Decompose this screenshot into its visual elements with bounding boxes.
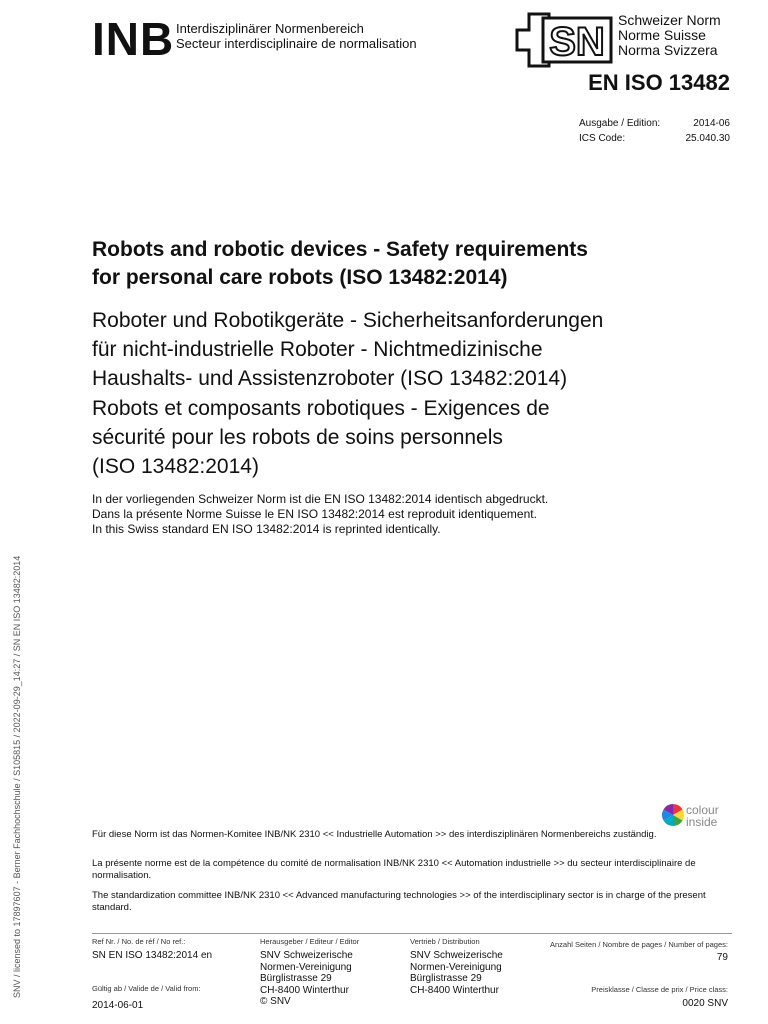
valid-value: 2014-06-01 xyxy=(92,1000,144,1011)
ref-label: Ref Nr. / No. de réf / No ref.: xyxy=(92,937,186,946)
title-french xyxy=(92,394,732,481)
identical-notice xyxy=(92,492,732,537)
publisher-line: Normen-Vereinigung xyxy=(260,961,352,973)
distribution-line: SNV Schweizerische xyxy=(410,950,503,961)
footer-divider xyxy=(92,933,732,934)
sn-name-de: Schweizer Norm xyxy=(618,12,721,28)
inb-logo: INB xyxy=(92,13,175,65)
distribution-line: Normen-Vereinigung xyxy=(410,961,502,973)
sn-name-it: Norma Svizzera xyxy=(618,42,718,58)
title-en-line: for personal care robots (ISO 13482:2014) xyxy=(92,266,508,289)
ics-label: ICS Code: xyxy=(579,133,626,144)
title-fr-line: Robots et composants robotiques - Exigences de xyxy=(92,397,550,420)
distribution-line: CH-8400 Winterthur xyxy=(410,984,499,996)
pages-value: 79 xyxy=(716,952,728,963)
sn-names xyxy=(618,13,721,58)
publisher-label: Herausgeber / Editeur / Editor xyxy=(260,937,360,946)
identical-notice-de: In der vorliegenden Schweizer Norm ist die EN ISO 13482:2014 identisch abgedruckt. xyxy=(92,492,549,506)
license-side-text: SNV / licensed to 17897607 - Berner Fachhochschule / S105815 / 2022-09-29_14:27 / SN EN ISO 13482:2014 xyxy=(12,555,22,998)
title-de-line: Haushalts- und Assistenzroboter (ISO 13482:2014) xyxy=(92,367,568,390)
title-english xyxy=(92,236,732,292)
distribution-address xyxy=(410,950,503,996)
sn-logo xyxy=(515,12,613,68)
inb-subtitle xyxy=(176,21,417,51)
publisher-line: SNV Schweizerische xyxy=(260,950,353,961)
inb-subtitle-de: Interdisziplinärer Normenbereich xyxy=(176,21,364,36)
identical-notice-en: In this Swiss standard EN ISO 13482:2014 is reprinted identically. xyxy=(92,522,441,536)
ics-value: 25.040.30 xyxy=(685,133,730,144)
identical-notice-fr: Dans la présente Norme Suisse le EN ISO 13482:2014 est reproduit identiquement. xyxy=(92,507,537,521)
title-german xyxy=(92,306,732,393)
committee-en: The standardization committee INB/NK 2310 << Advanced manufacturing technologies >> of the interdisciplinary sector is in charge of the present standard. xyxy=(92,890,706,913)
sn-logo-text: SN xyxy=(549,20,605,64)
edition-value: 2014-06 xyxy=(693,118,730,129)
title-en-line: Robots and robotic devices - Safety requirements xyxy=(92,238,588,261)
distribution-line: Bürglistrasse 29 xyxy=(410,973,482,984)
colour-logo-line: colour xyxy=(686,803,719,817)
publisher-address xyxy=(260,950,353,1008)
pages-label: Anzahl Seiten / Nombre de pages / Number of pages: xyxy=(549,940,728,949)
ref-value: SN EN ISO 13482:2014 en xyxy=(92,950,213,961)
publisher-line: © SNV xyxy=(260,996,291,1007)
inb-subtitle-fr: Secteur interdisciplinaire de normalisation xyxy=(176,36,417,51)
committee-de: Für diese Norm ist das Normen-Komitee INB/NK 2310 << Industrielle Automation >> des interdisziplinären Normenbereichs zuständig. xyxy=(92,829,657,840)
title-fr-line: sécurité pour les robots de soins personnels xyxy=(92,426,503,449)
colour-logo-line: inside xyxy=(686,815,718,829)
title-fr-line: (ISO 13482:2014) xyxy=(92,455,259,478)
publisher-line: CH-8400 Winterthur xyxy=(260,984,349,996)
edition-label: Ausgabe / Edition: xyxy=(579,118,661,129)
colour-inside-logo xyxy=(686,804,719,828)
title-de-line: für nicht-industrielle Roboter - Nichtmedizinische xyxy=(92,338,543,361)
colour-wheel-icon xyxy=(660,802,686,828)
valid-label: Gültig ab / Valide de / Valid from: xyxy=(92,984,201,993)
distribution-label: Vertrieb / Distribution xyxy=(410,937,480,946)
title-de-line: Roboter und Robotikgeräte - Sicherheitsanforderungen xyxy=(92,309,604,332)
committee-fr: La présente norme est de la compétence du comité de normalisation INB/NK 2310 << Automation industrielle >> du secteur interdisciplinaire de normalisation. xyxy=(92,858,696,881)
sn-name-fr: Norme Suisse xyxy=(618,27,706,43)
publisher-line: Bürglistrasse 29 xyxy=(260,973,332,984)
price-value: 0020 SNV xyxy=(682,998,728,1009)
price-label: Preisklasse / Classe de prix / Price class: xyxy=(591,985,728,994)
standard-number: EN ISO 13482 xyxy=(588,70,730,95)
